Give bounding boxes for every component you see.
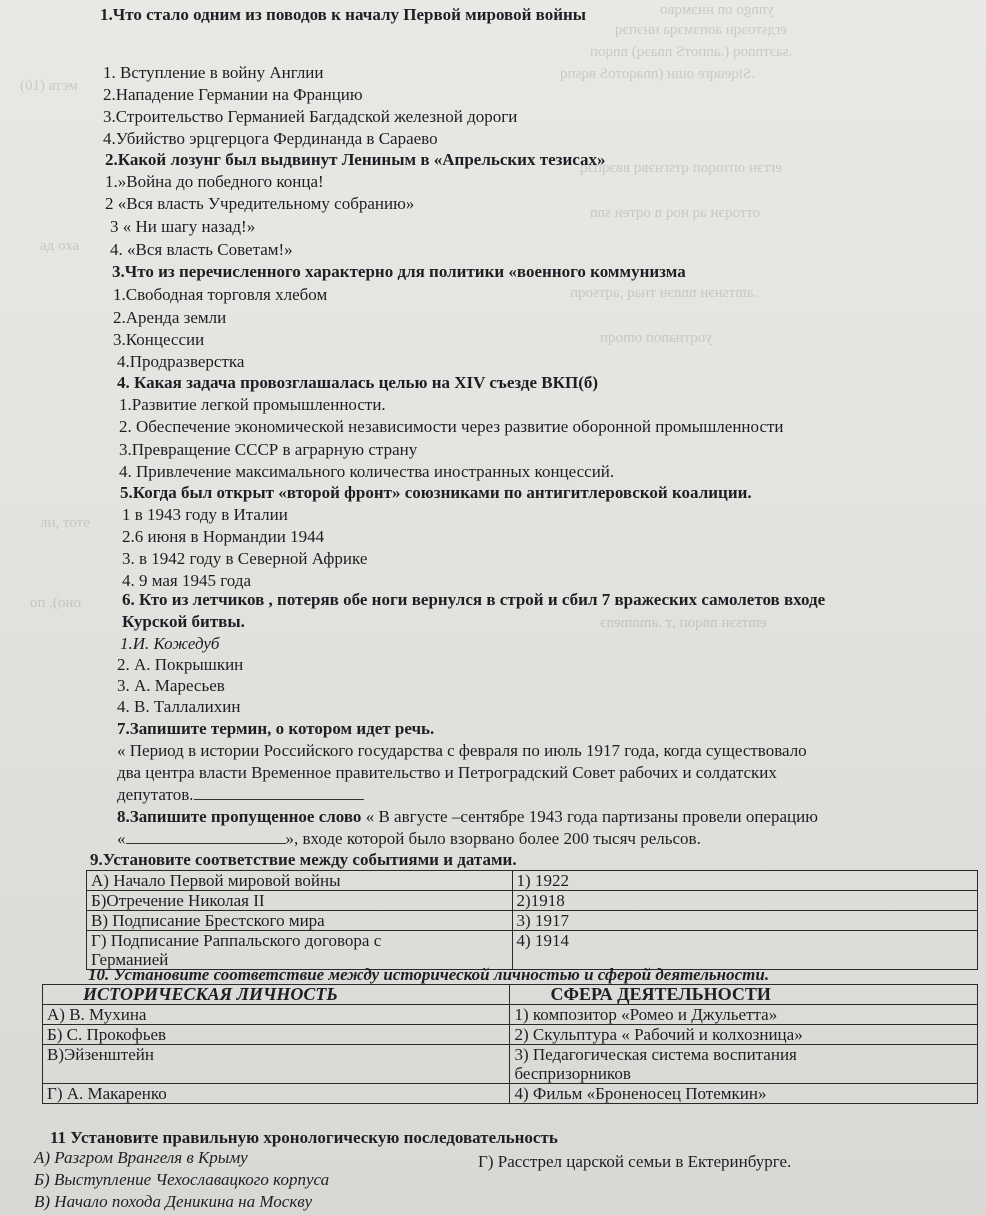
- q8-text-line2-end: », входе которой было взорвано более 200 тысяч рельсов.: [285, 829, 701, 848]
- q4-option-3: 3.Превращение СССР в аграрную страну: [119, 440, 418, 459]
- q2-title: 2.Какой лозунг был выдвинут Лениным в «Апрельских тезисах»: [105, 150, 606, 169]
- q2-option-3: 3 « Ни шагу назад!»: [110, 217, 256, 236]
- q3-option-4: 4.Продразверстка: [117, 352, 245, 371]
- q1-option-3: 3.Строительство Германией Багдадской железной дороги: [103, 107, 518, 126]
- q9-table-row: [87, 891, 978, 911]
- q8-text-line1: « В августе –сентябре 1943 года партизаны провели операцию: [361, 807, 818, 826]
- q6-title-line1: 6. Кто из летчиков , потеряв обе ноги вернулся в строй и сбил 7 вражеских самолетов входе: [122, 590, 826, 609]
- q4-option-2: 2. Обеспечение экономической независимости через развитие оборонной промышленности: [119, 417, 784, 436]
- q4-option-4: 4. Привлечение максимального количества иностранных концессий.: [119, 462, 615, 481]
- q7-text-line2: два центра власти Временное правительство и Петроградский Совет рабочих и солдатских: [117, 763, 777, 782]
- q6-title-line2: Курской битвы.: [122, 612, 245, 631]
- q11-title: 11 Установите правильную хронологическую последовательность: [50, 1128, 558, 1147]
- q10-person: В)Эйзенштейн: [43, 1045, 510, 1084]
- q7-title: 7.Запишите термин, о котором идет речь.: [117, 719, 435, 738]
- q10-sphere: 2) Скульптура « Рабочий и колхозница»: [510, 1025, 978, 1045]
- q10-person: Б) С. Прокофьев: [43, 1025, 510, 1045]
- q9-date: 4) 1914: [512, 931, 977, 970]
- q9-event: В) Подписание Брестского мира: [87, 911, 513, 931]
- q5-title: 5.Когда был открыт «второй фронт» союзниками по антигитлеровской коалиции.: [120, 483, 752, 502]
- q10-header-row: [43, 985, 978, 1005]
- q5-option-1: 1 в 1943 году в Италии: [122, 505, 288, 524]
- q2-option-2: 2 «Вся власть Учредительному собранию»: [105, 194, 415, 213]
- q10-sphere-cont: беспризорников: [514, 1064, 631, 1083]
- q10-table-row: [43, 1005, 978, 1025]
- q9-date: 2)1918: [512, 891, 977, 911]
- q1-option-4: 4.Убийство эрцгерцога Фердинанда в Сараево: [103, 129, 438, 148]
- q5-option-2: 2.6 июня в Нормандии 1944: [122, 527, 325, 546]
- q9-event-cont: Германией: [91, 950, 169, 969]
- q10-header-person: ИСТОРИЧЕСКАЯ ЛИЧНОСТЬ: [43, 985, 510, 1005]
- q9-event: А) Начало Первой мировой войны: [87, 871, 513, 891]
- q10-header-sphere: СФЕРА ДЕЯТЕЛЬНОСТИ: [510, 985, 978, 1005]
- q10-table-row: [43, 1084, 978, 1104]
- q8-line1: [117, 807, 818, 827]
- q3-option-1: 1.Свободная торговля хлебом: [113, 285, 328, 304]
- q2-option-1: 1.»Война до победного конца!: [105, 172, 324, 191]
- q3-option-3: 3.Концессии: [113, 330, 205, 349]
- q10-table-row: [43, 1045, 978, 1084]
- q9-event: Б)Отречение Николая II: [87, 891, 513, 911]
- q6-option-2: 2. А. Покрышкин: [117, 655, 244, 674]
- q10-sphere-cell: [510, 1045, 978, 1084]
- q7-answer-blank[interactable]: [194, 785, 364, 800]
- q9-table-row: [87, 911, 978, 931]
- q1-option-1: 1. Вступление в войну Англии: [103, 63, 324, 82]
- q11-item-v: В) Начало похода Деникина на Москву: [34, 1192, 313, 1211]
- q6-option-3: 3. А. Маресьев: [117, 676, 225, 695]
- q8-answer-blank[interactable]: [126, 829, 286, 844]
- q7-text-line3-label: депутатов.: [117, 785, 194, 804]
- q6-option-4: 4. В. Таллалихин: [117, 697, 241, 716]
- q9-table-row: [87, 871, 978, 891]
- q1-title: 1.Что стало одним из поводов к началу Первой мировой войны: [100, 5, 587, 24]
- q9-event: Г) Подписание Раппальского договора с: [91, 931, 382, 950]
- q10-table-row: [43, 1025, 978, 1045]
- q3-option-2: 2.Аренда земли: [113, 308, 227, 327]
- q4-title: 4. Какая задача провозглашалась целью на XIV съезде ВКП(б): [117, 373, 599, 392]
- q10-sphere: 4) Фильм «Броненосец Потемкин»: [510, 1084, 978, 1104]
- q1-option-2: 2.Нападение Германии на Францию: [103, 85, 363, 104]
- q11-item-g: Г) Расстрел царской семьи в Ектеринбурге.: [478, 1152, 792, 1171]
- q9-date: 3) 1917: [512, 911, 977, 931]
- q10-title: 10. Установите соответствие между исторической личностью и сферой деятельности.: [88, 965, 770, 984]
- q5-option-4: 4. 9 мая 1945 года: [122, 571, 252, 590]
- q5-option-3: 3. в 1942 году в Северной Африке: [122, 549, 368, 568]
- q8-text-line2-start: «: [117, 829, 126, 848]
- q7-text-line1: « Период в истории Российского государства с февраля по июль 1917 года, когда существовало: [117, 741, 807, 760]
- q10-table: [42, 984, 978, 1104]
- q9-date: 1) 1922: [512, 871, 977, 891]
- q11-item-a: А) Разгром Врангеля в Крыму: [34, 1148, 248, 1167]
- q6-option-1: 1.И. Кожедуб: [120, 634, 220, 653]
- q3-title: 3.Что из перечисленного характерно для политики «военного коммунизма: [112, 262, 686, 281]
- q9-title: 9.Установите соответствие между событиями и датами.: [90, 850, 517, 869]
- q10-sphere: 1) композитор «Ромео и Джульетта»: [510, 1005, 978, 1025]
- q8-title: 8.Запишите пропущенное слово: [117, 807, 362, 826]
- q9-table-row: [87, 931, 978, 970]
- q10-person: А) В. Мухина: [43, 1005, 510, 1025]
- q11-item-b: Б) Выступление Чехославацкого корпуса: [34, 1170, 330, 1189]
- q7-text-line3: [117, 785, 364, 805]
- q9-event-cell: [87, 931, 513, 970]
- q2-option-4: 4. «Вся власть Советам!»: [110, 240, 293, 259]
- q8-line2: [117, 829, 701, 849]
- q10-sphere: 3) Педагогическая система воспитания: [514, 1045, 797, 1064]
- q9-table: [86, 870, 978, 970]
- q10-person: Г) А. Макаренко: [43, 1084, 510, 1104]
- q4-option-1: 1.Развитие легкой промышленности.: [119, 395, 386, 414]
